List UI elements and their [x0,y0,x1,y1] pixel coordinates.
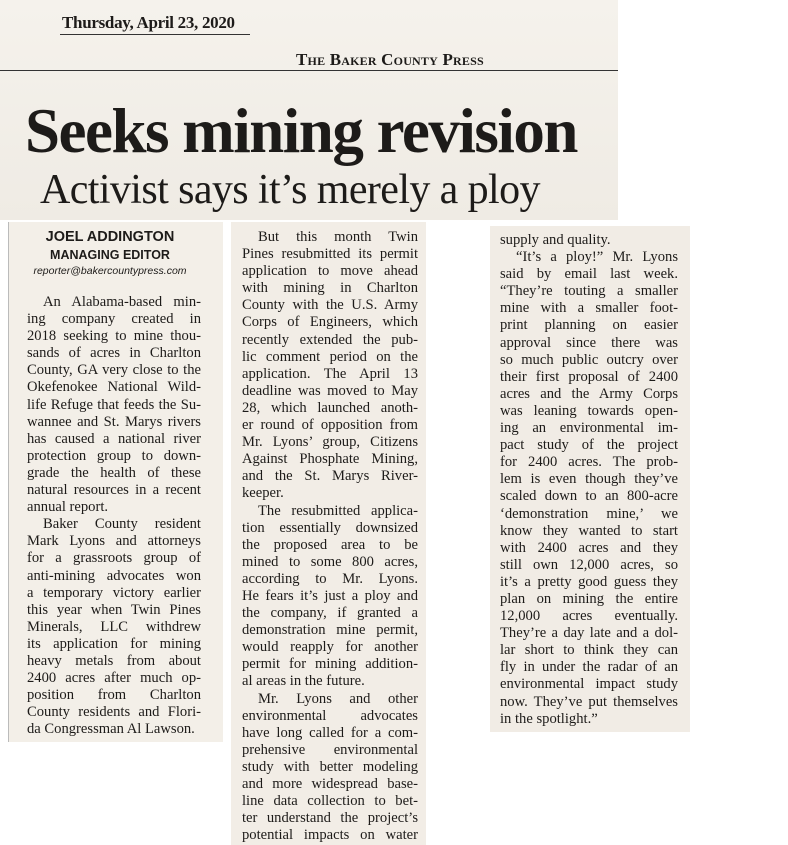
text-line: environmental advocates [242,707,418,724]
text-line: The resubmitted applica- [258,502,418,519]
text-line: and the St. Marys River- [242,468,418,485]
text-line: the proposed area to be [242,536,418,553]
text-line: lic comment period on the [242,348,418,365]
text-line: lem is even though they’ve [500,471,678,488]
text-line: position from Charlton [27,687,201,704]
text-line: application to move ahead [242,263,418,280]
text-line: tion essentially downsized [242,519,418,536]
text-line: Pines resubmitted its permit [242,246,418,263]
text-line: Baker County resident [43,516,201,533]
text-line: its application for mining [27,635,201,652]
text-line: mined to some 800 acres, [242,553,418,570]
article-column-3 [500,232,678,728]
text-line: “They’re touting a smaller [500,283,678,300]
article-column-1 [27,294,201,738]
text-line: have long called for a com- [242,724,418,741]
text-line: ter understand the project’s [242,810,418,827]
text-line: anti-mining advocates won [27,567,201,584]
text-line: would reapply for another [242,639,418,656]
text-line: it’s a pretty good guess they [500,573,678,590]
text-line: County residents and Flori- [27,704,201,721]
article-paragraph [27,516,201,738]
article-paragraph [500,232,678,249]
text-line: their first proposal of 2400 [500,368,678,385]
text-line: this year when Twin Pines [27,601,201,618]
text-line: demonstration mine permit, [242,622,418,639]
author-name: JOEL ADDINGTON [45,229,175,245]
text-line: with 2400 acres and they [500,539,678,556]
text-line: and more widespread base- [242,776,418,792]
text-line: scaled down to an 800-acre [500,488,678,505]
masthead-rule [0,70,618,71]
issue-date: Thursday, April 23, 2020 [62,13,235,32]
text-line: potential impacts on water [242,827,418,844]
text-line: deadline was moved to May [242,382,418,399]
text-line: keeper. [242,485,284,502]
text-line: prehensive environmental [242,741,418,758]
text-line: da Congressman Al Lawson. [27,721,195,738]
text-line: lar short to think they can [500,642,678,659]
text-line: recently extended the pub- [242,331,418,348]
publication-name: The Baker County Press [296,50,484,69]
text-line: 12,000 acres eventually. [500,608,678,625]
text-line: al areas in the future. [242,673,365,690]
text-line: He fears it’s just a ploy and [242,587,418,604]
text-line: according to Mr. Lyons. [242,570,418,587]
text-line: Mr. Lyons’ group, Citizens [242,434,418,451]
text-line: er round of opposition from [242,417,418,434]
text-line: 2018 seeking to mine thou- [27,328,201,345]
text-line: grade the health of these [27,464,201,481]
text-line: print planning on easier [500,317,678,334]
text-line: plan on mining the entire [500,590,678,607]
text-line: Mr. Lyons and other [258,690,418,707]
text-line: sands of acres in Charlton [27,345,201,362]
text-line: natural resources in a recent [27,482,201,499]
text-line: annual report. [27,499,109,516]
text-line: wannee and St. Marys rivers [27,413,201,430]
headline: Seeks mining revision [25,96,577,166]
text-line: ‘demonstration mine,’ we [500,505,678,522]
text-line: 2400 acres after much op- [27,670,201,687]
text-line: for a grassroots group of [27,550,201,567]
header-clipping [0,0,618,220]
text-line: But this month Twin [258,229,418,245]
article-paragraph [242,691,418,845]
text-line: said by email last week. [500,266,678,283]
text-line: ing an environmental im- [500,420,678,437]
text-line: They’re a day late and a dol- [500,625,678,642]
text-line: the company, if granted a [242,605,418,622]
text-line: permit for mining addition- [242,656,418,673]
text-line: with mining in Charlton [242,280,418,297]
text-line: Minerals, LLC withdrew [27,618,201,635]
text-line: Against Phosphate Mining, [242,451,418,468]
text-line: approval since there was [500,334,678,351]
subheadline: Activist says it’s merely a ploy [40,167,540,213]
text-line: Corps of Engineers, which [242,314,418,331]
text-line: environmental impact study [500,676,678,693]
text-line: life Refuge that feeds the Su- [27,396,201,413]
article-paragraph [27,294,201,516]
text-line: has caused a national river [27,430,201,447]
text-line: a temporary victory earlier [27,584,201,601]
article-paragraph [242,503,418,691]
text-line: 28, which launched anoth- [242,399,418,416]
article-paragraph [500,249,678,728]
text-line: mine with a smaller foot- [500,300,678,317]
text-line: Okefenokee National Wild- [27,379,201,396]
text-line: was leaning towards open- [500,402,678,419]
text-line: application. The April 13 [242,365,418,382]
text-line: acres and the Army Corps [500,385,678,402]
text-line: protection group to down- [27,447,201,464]
text-line: know they wanted to start [500,522,678,539]
article-column-2 [242,229,418,844]
text-line: fly in under the radar of an [500,659,678,676]
text-line: supply and quality. [500,232,611,248]
author-email: reporter@bakercountypress.com [33,265,187,277]
text-line: study with better modeling [242,758,418,775]
text-line: so much public outcry over [500,351,678,368]
text-line: heavy metals from about [27,652,201,669]
text-line: ing company created in [27,311,201,328]
text-line: County with the U.S. Army [242,297,418,314]
text-line: in the spotlight.” [500,710,598,727]
text-line: An Alabama-based min- [43,294,201,310]
author-title: MANAGING EDITOR [50,248,170,262]
text-line: pact study of the project [500,437,678,454]
date-underline [60,34,250,35]
article-paragraph [242,229,418,503]
text-line: still own 12,000 acres, so [500,556,678,573]
text-line: Mark Lyons and attorneys [27,533,201,550]
text-line: line data collection to bet- [242,793,418,810]
text-line: “It’s a ploy!” Mr. Lyons [516,249,678,266]
text-line: County, GA very close to the [27,362,201,379]
text-line: for 2400 acres. The prob- [500,454,678,471]
text-line: now. They’ve put themselves [500,693,678,710]
